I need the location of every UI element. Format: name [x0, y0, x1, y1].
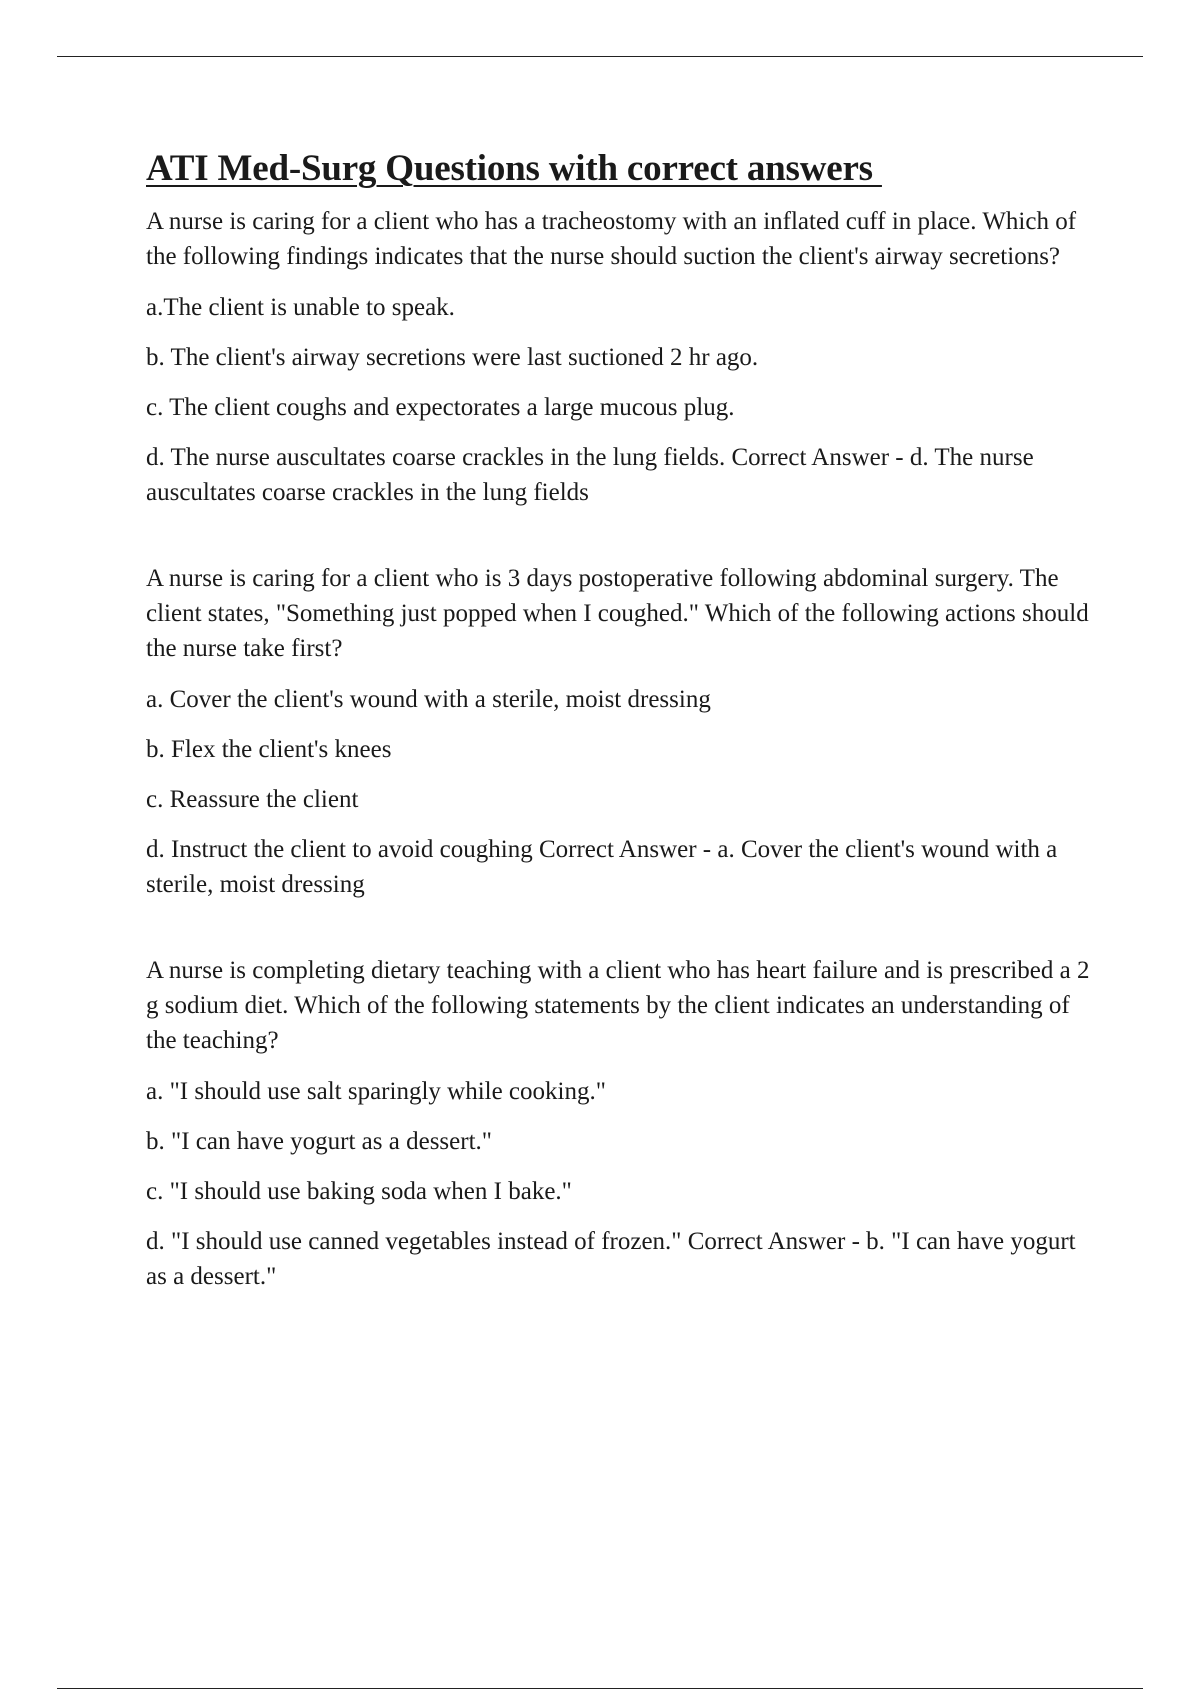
- question-block-3: [146, 953, 1096, 1294]
- answer-option-b: b. "I can have yogurt as a dessert.": [146, 1128, 492, 1155]
- answer-option-a: a.The client is unable to speak.: [146, 294, 455, 321]
- answer-option-d-with-correct-answer: d. Instruct the client to avoid coughing Correct Answer - a. Cover the client's wound with a sterile, moist dressing: [146, 836, 1058, 898]
- footer-rule: [57, 1688, 1143, 1689]
- question-stem: A nurse is caring for a client who is 3 days postoperative following abdominal surgery. The client states, "Something just popped when I coughed." Which of the following actions should the nurse take first?: [146, 565, 1089, 662]
- document-body: [146, 146, 1096, 1345]
- question-stem: A nurse is caring for a client who has a tracheostomy with an inflated cuff in place. Which of the following findings indicates that the nurse should suction the client's airway secretions?: [146, 208, 1077, 270]
- answer-option-d-with-correct-answer: d. The nurse auscultates coarse crackles in the lung fields. Correct Answer - d. The nurse auscultates coarse crackles in the lung fields: [146, 444, 1034, 506]
- answer-option-a: a. Cover the client's wound with a sterile, moist dressing: [146, 686, 711, 713]
- answer-option-b: b. The client's airway secretions were last suctioned 2 hr ago.: [146, 344, 759, 371]
- document-title: ATI Med-Surg Questions with correct answers: [146, 148, 882, 189]
- question-block-1: [146, 204, 1096, 510]
- answer-option-c: c. "I should use baking soda when I bake.": [146, 1178, 572, 1205]
- question-block-2: [146, 561, 1096, 902]
- answer-option-c: c. The client coughs and expectorates a large mucous plug.: [146, 394, 735, 421]
- question-stem: A nurse is completing dietary teaching with a client who has heart failure and is prescribed a 2 g sodium diet. Which of the following statements by the client indicates an understanding of the teaching?: [146, 957, 1090, 1054]
- header-rule: [57, 56, 1143, 57]
- answer-option-c: c. Reassure the client: [146, 786, 359, 813]
- answer-option-b: b. Flex the client's knees: [146, 736, 392, 763]
- answer-option-a: a. "I should use salt sparingly while cooking.": [146, 1078, 606, 1105]
- answer-option-d-with-correct-answer: d. "I should use canned vegetables instead of frozen." Correct Answer - b. "I can have yogurt as a dessert.": [146, 1228, 1076, 1290]
